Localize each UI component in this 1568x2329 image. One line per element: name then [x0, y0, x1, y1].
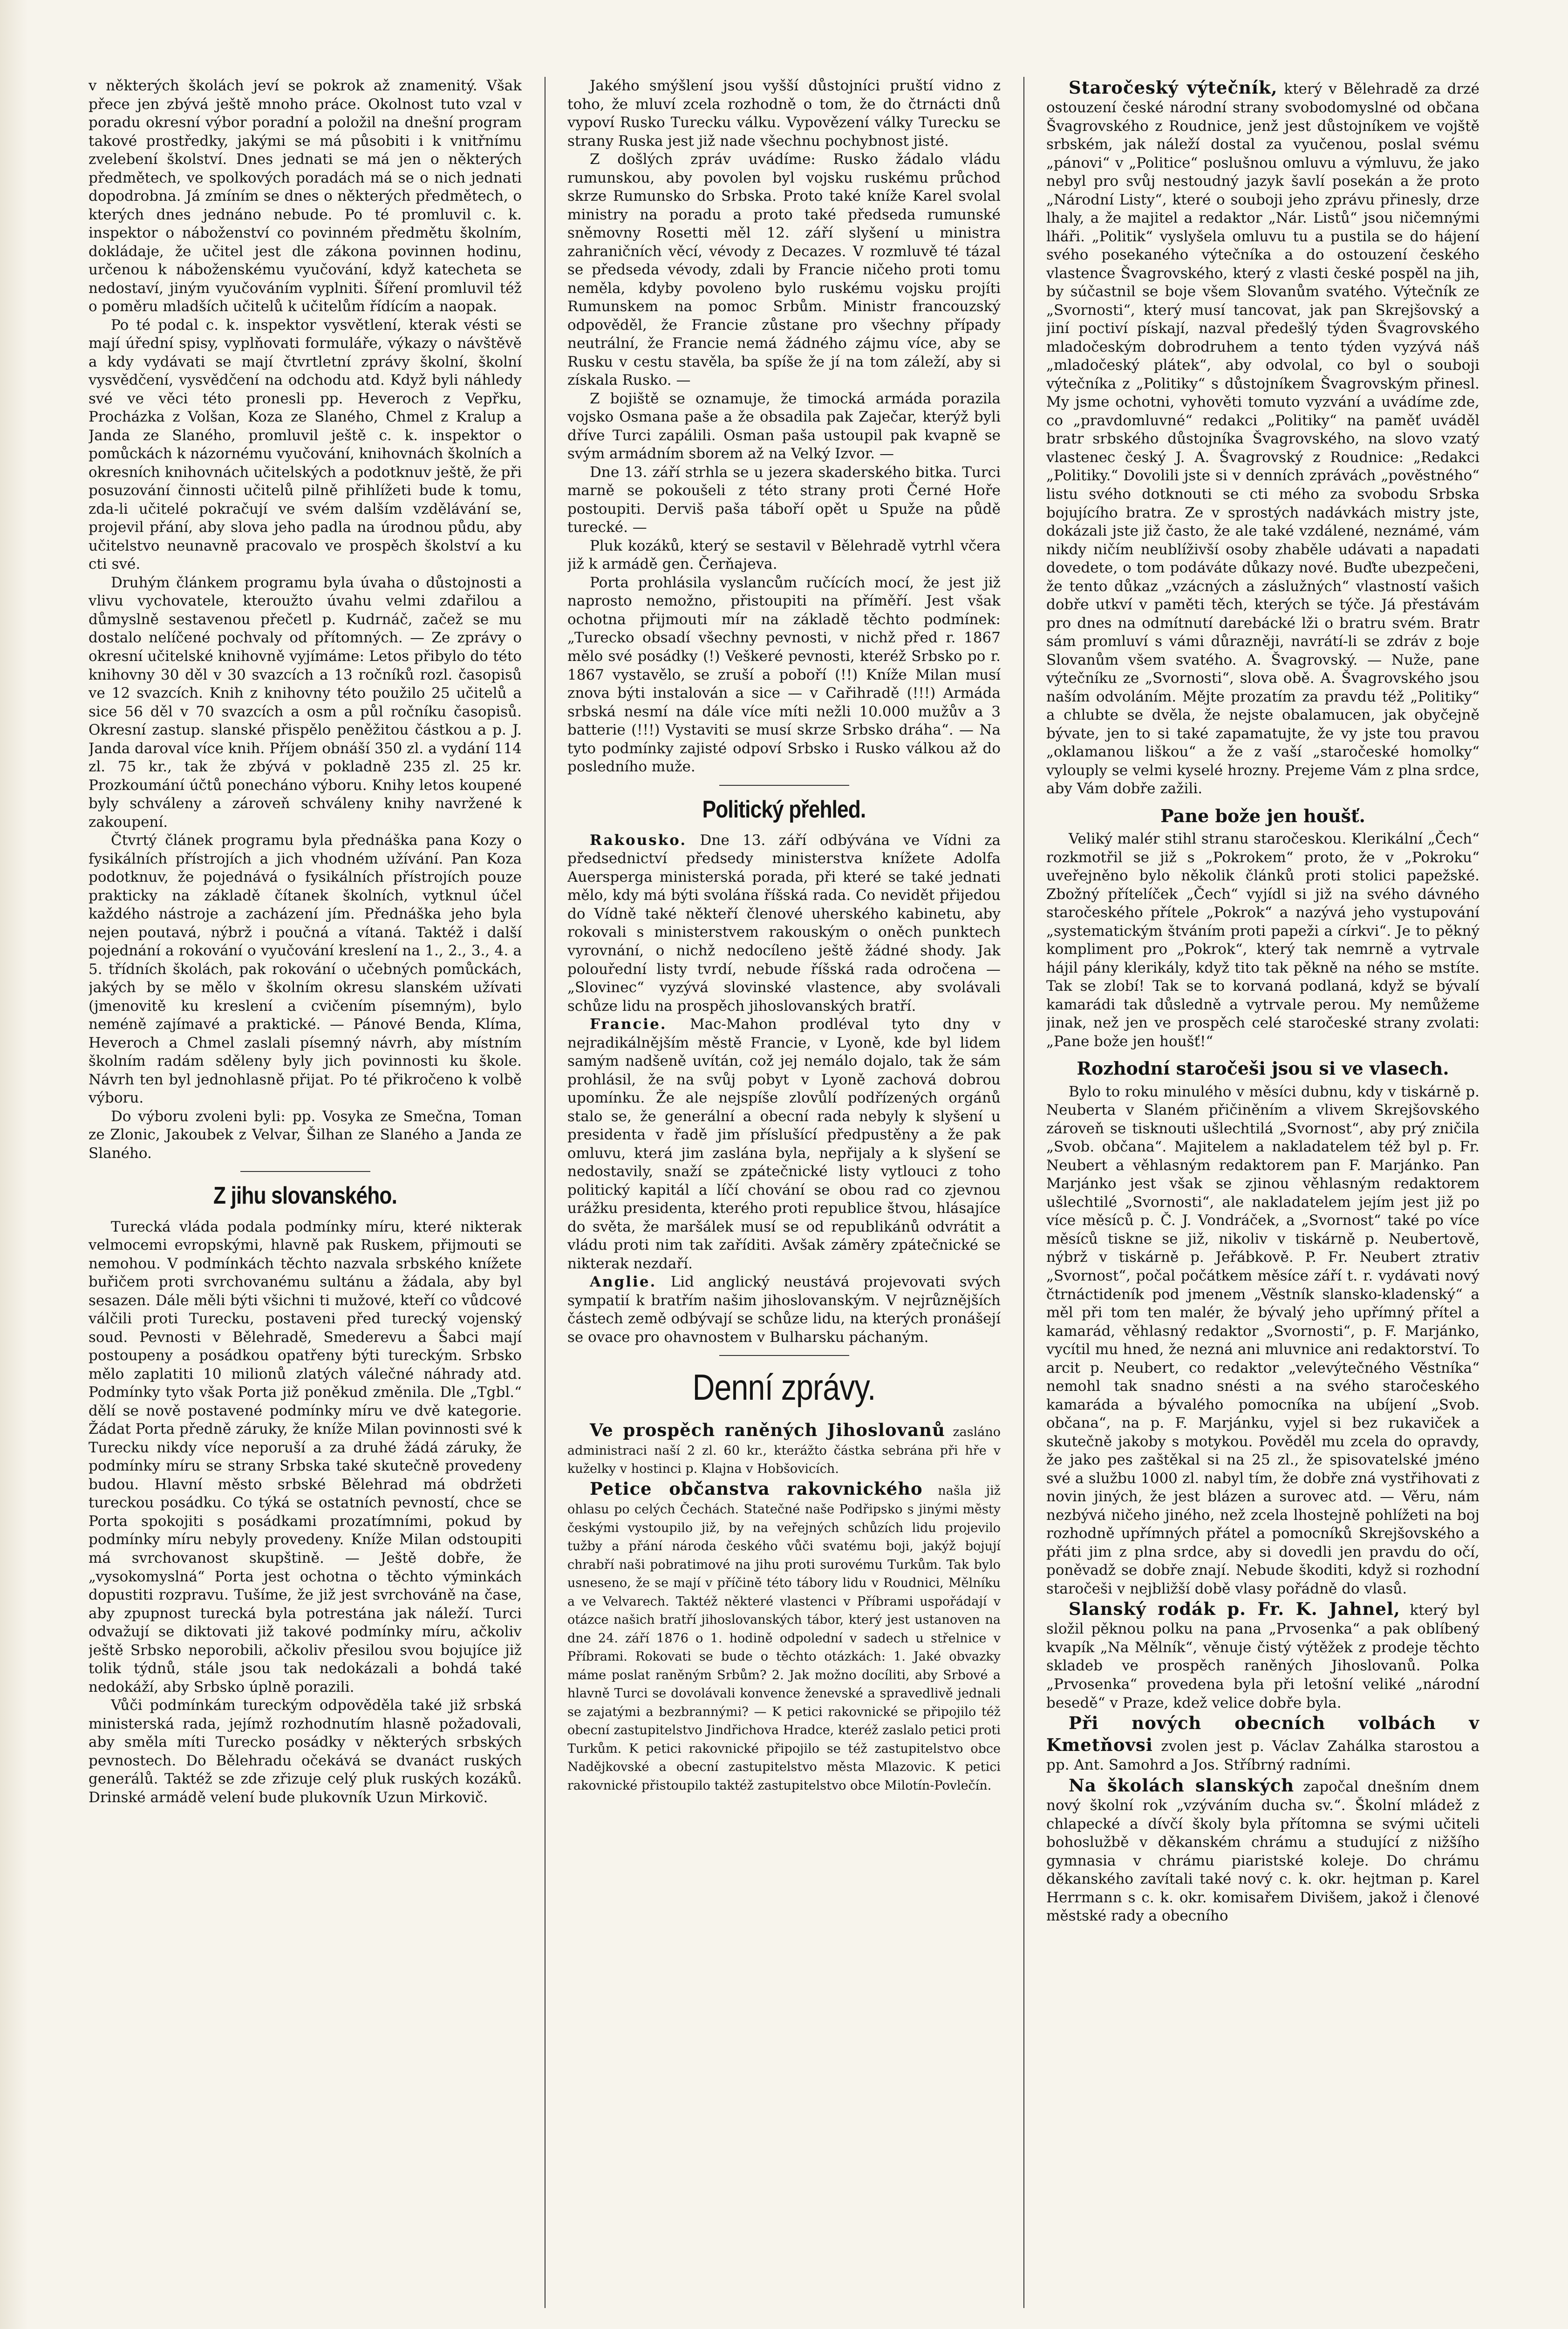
news-item-title: Na školách slanských	[1069, 1775, 1295, 1796]
article-text: Lid anglický neustává projevovati svých sympatií k bratřím našim jihoslovanským. V nejrůznějších částech země odbývají se schůze lidu, na kterých pronášejí se ovace pro ohavnostem v Bulharsku páchaným.	[567, 1273, 1001, 1346]
news-item	[567, 1419, 1001, 1478]
article-paragraph: v některých školách jeví se pokrok až znamenitý. Však přece jen zbývá ještě mnoho práce. Okolnost tuto vzal v poradu okresní výbor poradní a položil na dnešní program takové prostředky, jakými se má působiti i k vnitřnímu zvelebení školství. Dnes jednati se má jen o některých předmětech, ve spolkových poradách má se o nich jednati dopodrobna. Já zmíním se dnes o některých předmětech, o kterých dnes jednáno nebude. Po té promluvil c. k. inspektor o náboženství co povinném předmětu školním, dokládaje, že učitel jest dle zákona povinnen hodinu, určenou k náboženskému vyučování, když katecheta se nedostaví, jiným vyučováním vyplniti. Šíření promluvil též o poměru mladších učitelů k učitelům řídícím a naopak.	[89, 77, 522, 315]
news-item-text: který byl složil pěknou polku na pana „Prvosenka“ a pak oblíbený kvapík „Na Mělník“, věnuje čistý výtěžek z prodeje těchto skladeb ve prospěch raněných Jihoslovanů. Polka „Prvosenka“ provedena byla při letošní veliké „národní besedě“ v Praze, kdež velice dobře byla.	[1046, 1602, 1479, 1711]
article-paragraph: Pluk kozáků, který se sestavil v Bělehradě vytrhl včera již k armádě gen. Čerňajeva.	[567, 537, 1001, 573]
article-paragraph: Turecká vláda podala podmínky míru, které nikterak velmocemi evropskými, hlavně pak Ruskem, přijmouti se nemohou. V podmínkách těchto nazvala srbského knížete buřičem proti svrchovanému sultánu a žádala, aby byl sesazen. Dále měli býti všichni ti mužové, kteří co vůdcové válčili proti Turecku, postaveni před turecký vojenský soud. Pevnosti v Bělehradě, Smederevu a Šabci mají postoupeny a posádkou opatřeny býti tureckým. Srbsko mělo zaplatiti 10 milionů zlatých válečné náhrady atd. Podmínky tyto však Porta již poněkud změnila. Dle „Tgbl.“ dělí se nově postavené podmínky míru ve dvě kategorie. Žádat Porta předně záruky, že kníže Milan povinnosti své k Turecku nikdy více neporuší a za druhé žádá záruky, že podmínky míru se strany Srbska také skutečně provedeny budou. Hlavní město srbské Bělehrad má obdržeti tureckou posádku. Co týká se ostatních pevností, chce se Porta spokojiti s posádkami prozatímními, pokud by podmínky míru nebyly provedeny. Kníže Milan odstoupiti má svrchovanost skupštině. — Ještě dobře, že „vysokomyslná“ Porta jest ochotna o těchto výminkách dopustiti rozpravu. Tušíme, že již jest svrchováně na čase, aby zpupnost turecká byla potrestána jak náleží. Turci odvažují se diktovati již takové podmínky míru, ačkoliv ještě Srbsko neporobili, ačkoliv přesilou svou bojujíce již tolik týdnů, stále jsou tak nedokázali a bohdá také nedokáží, aby Srbsko úplně porazili.	[89, 1218, 522, 1696]
article-paragraph: Po té podal c. k. inspektor vysvětlení, kterak vésti se mají úřední spisy, vyplňovati formuláře, výkazy o návštěvě a kdy vydávati se mají čtvrtletní zprávy školní, školní vysvědčení, vysvědčení na odchodu atd. Když byli náhledy své ve věci této pronesli pp. Heveroch z Vepřku, Procházka z Volšan, Koza ze Slaného, Chmel z Kralup a Janda ze Slaného, promluvil ještě c. k. inspektor o pomůckách k názornému vyučování, knihovnách školních a okresních knihovnách učitelských a podotknuv ještě, že při posuzování činnosti učitelů pilně přihlížeti bude k tomu, zda-li učitelé pokračují ve svém dalším vzdělávání se, projevil přání, aby slova jeho padla na úrodnou půdu, aby učitelstvo neunavně pracovalo ve prospěch školství a ku cti své.	[89, 316, 522, 573]
news-item-text: Veliký malér stihl stranu staročeskou. Klerikální „Čech“ rozkmotřil se již s „Pokrokem“ proto, že v „Pokroku“ uveřejněno bylo několik článků proti stolici papežské. Zbožný přítelíček „Čech“ vyjídl si již na svého dávného staročeského přítele „Pokrok“ a nazývá jeho vystupování „systematickým štváním proti papeži a církvi“. Je to pěkný kompliment pro „Pokrok“, který tak nemrně a vytrvale hájil pány klerikály, když tito tak pěkně na ného se mstíte. Tak se zlobí! Tak se to korvaná podlaná, když se bývalí kamarádi tak důsledně a vytrvale perou. My nemůžeme jinak, než jen ve prospěch celé staročeské strany zvolati: „Pane bože jen houšť!“	[1046, 831, 1479, 1050]
column-1	[89, 77, 522, 2308]
news-item-title: Pane bože jen houšť.	[1160, 805, 1365, 826]
article-paragraph	[567, 1015, 1001, 1273]
country-label-england: Anglie.	[590, 1273, 657, 1291]
article-paragraph	[567, 831, 1001, 1015]
column-2	[567, 77, 1001, 2308]
article-paragraph: Z došlých zpráv uvádíme: Rusko žádalo vládu rumunskou, aby povolen byl vojsku ruskému průchod skrze Rumunsko do Srbska. Proto také kníže Karel svolal ministry na poradu a proto také předseda rumunské sněmovny Rosetti měl 12. září slyšení u ministra zahraničních věcí, vévody z Decazes. V rozmluvě té tázal se předseda vévody, zdali by Francie ničeho proti tomu neměla, kdyby povoleno bylo ruskému vojsku projíti Rumunskem na pomoc Srbům. Ministr francouzský odpověděl, že Francie zůstane pro všechny případy neutrální, že Francie nemá žádného zájmu více, aby se Rusku v cestu stavěla, ba spíše že jí na tom záleží, aby si získala Rusko. —	[567, 151, 1001, 389]
column-3	[1046, 77, 1479, 2308]
article-paragraph: Druhým článkem programu byla úvaha o důstojnosti a vlivu vychovatele, kteroužto úvahu velmi zdařilou a důmyslně sestavenou přečetl p. Kudrnáč, začež se mu dostalo nelíčené pochvaly od přítomných. — Ze zprávy o okresní učitelské knihovně vyjímáme: Letos přibylo do této knihovny 30 děl v 30 svazcích a 13 ročníků rozl. časopisů ve 12 svazcích. Knih z knihovny této použilo 25 učitelů a sice 56 děl v 70 svazcích a osm a půl ročníku časopisů. Okresní zastup. slanské přispělo peněžitou částkou a p. J. Janda daroval více knih. Příjem obnáší 350 zl. a vydání 114 zl. 75 kr., tak že zbývá v pokladně 235 zl. 25 kr. Prozkoumání účtů ponecháno výboru. Knihy letos koupené byly schváleny a zároveň schváleny knihy navržené k zakoupení.	[89, 574, 522, 831]
news-item-text: který v Bělehradě za drzé ostouzení české národní strany svobodomyslné od občana Švagrovského z Roudnice, jenž jest důstojníkem ve vojště srbském, jak náleží dostal za vyučenou, poslal svému „pánovi“ v „Politice“ poslušnou omluvu a výmluvu, že jako nebyl pro svůj nestoudný jazyk šavlí posekán a že proto „Národní Listy“, které o souboji jeho zprávu přinesly, drze lhaly, a že majitel a redaktor „Nár. Listů“ jsou ničemnými lháři. „Politik“ vyslyšela omluvu tu a pustila se do hájení svého posekaného výtečníka a do ostouzení českého vlastence Švagrovského, který z vlasti české pospěl na jih, by súčastnil se boje všem Slovanům svatého. Výtečník ze „Svornosti“, který musí tancovat, jak pan Skrejšovský a jiní poctiví pískají, nazval předešlý týden Švagrovského mladočeským dobrodruhem a tento týden vyzývá náš „mladočeský plátek“, aby odvolal, co byl o souboji výtečníka z „Politiky“ s důstojníkem Švagrovským přinesl. My jsme ochotni, vyhověti tomuto vyzvání a uvádíme zde, co „pravdomluvné“ redakci „Politiky“ na paměť uváděl bratr srbského důstojníka Švagrovského, na slovo vzatý vlastenec český J. A. Švagrovský z Roudnice: „Redakci „Politiky.“ Dovolili jste si v denních zprávách „pověstného“ listu svého dotknouti se cti mého za svobodu Srbska bojujícího bratra. Ze v sprostých nadávkách mistry jste, dokázali jste již často, že ale také vzdálené, neznámé, vám nikdy ničím neublíživší osoby zhaběle udávati a napadati dovedete, o tom podáváte důkazy nové. Buďte ubezpečeni, že tento důkaz „vzácných a záslužných“ vlastností vašich dobře utkví v paměti těch, kterých se týče. Já přestávám pro dnes na odmítnutí darebácké lži o bratru svém. Bratr sám promluví s vámi důrazněji, navrátí-li se zdráv z boje Slovanům všem svatého. A. Švagrovský. — Nuže, pane výtečníku ze „Svornosti“, slova obě. A. Švagrovského jsou naším odvoláním. Mějte prozatím za pravdu též „Politiky“ a chlubte se dvěla, že nejste obalamucen, jak obyčejně bývate, jen to si také zapamatujte, že vy jste tou pravou „oklamanou liškou“ a že z vaší „staročeské homolky“ vylouply se velmi kyselé hrozny. Prejeme Vám z plna srdce, aby Vám dobře zažili.	[1046, 81, 1479, 797]
article-paragraph: Jakého smýšlení jsou vyšší důstojníci pruští vidno z toho, že mluví zcela rozhodně o tom, že do čtrnácti dnů vypoví Rusko Turecku válku. Vypovězení války Turecku se strany Ruska jest již nade všechnu pochybnost jisté.	[567, 77, 1001, 150]
article-paragraph	[567, 1273, 1001, 1347]
news-item-title: Staročeský výtečník,	[1069, 77, 1278, 98]
article-paragraph: Čtvrtý článek programu byla přednáška pana Kozy o fysikálních přístrojích a jich vhodném užívání. Pan Koza podotknuv, že pojednává o fysikálních přístrojích pouze prakticky na základě čítanek školních, vytknul účel každého nástroje a zacházení jím. Přednáška jeho byla nejen poutavá, nýbrž i poučná a vítaná. Taktéž i další pojednání a rokování o vyučování kreslení na 1., 2., 3., 4. a 5. třídních školách, pak rokování o učebných pomůckách, jakých by se mělo v školním okresu slanském užívati (jmenovitě ku kreslení a cvičením písemným), bylo neméně zajímavé a praktické. — Pánové Benda, Klíma, Heveroch a Chmel zaslali písemný návrh, aby místním školním radám sděleny byly jich povinnosti ku škole. Návrh ten byl jednohlasně přijat. Po té přikročeno k volbě výboru.	[89, 832, 522, 1107]
divider	[240, 1171, 370, 1172]
divider	[719, 785, 849, 786]
news-item-title: Slanský rodák p. Fr. K. Jahnel,	[1069, 1599, 1400, 1620]
country-label-austria: Rakousko.	[590, 831, 687, 849]
news-item	[1046, 77, 1479, 798]
news-item-text: zvolen jest p. Václav Zahálka starostou a pp. Ant. Samohrd a Jos. Stříbrný radními.	[1046, 1738, 1479, 1774]
article-text: Mac-Mahon prodléval tyto dny v nejradikálnějším městě Francie, v Lyoně, kde byl lidem samým nadšeně uvítán, což jej nemálo dojalo, tak že sám prohlásil, že na svůj pobyt v Lyoně zachová dobrou upomínku. Že ale nejspíše zlovůlí podřízených orgánů stalo se, že generální a obecní rada nebyly k slyšení u presidenta v řadě jim příslušící předpustěny a že pak omluvu, která jim zaslána byla, nepřijaly a k slyšení se nedostavily, snaží se zpátečnické listy vytlouci z toho politický kapitál a líčí chování se obou rad co zjevnou urážku presidenta, kterého proti republice štvou, hlásajíce do světa, že maršálek musí se od republikánů odvrátit a vládu proti nim tak zaříditi. Avšak záměry zpátečnické se nikterak nezdaří.	[567, 1016, 1001, 1272]
article-paragraph: Porta prohlásila vyslancům ručících mocí, že jest již naprosto nemožno, přistoupiti na příměří. Jest však ochotna přijmouti mír na základě těchto podmínek: „Turecko obsadí všechny pevnosti, v nichž před r. 1867 mělo své posádky (!) Veškeré pevnosti, kteréž Srbsko po r. 1867 vystavělo, se zruší a poboří (!!) Kníže Milan musí znova býti instalován a sice — v Cařihradě (!!!) Armáda srbská nesmí na dále více míti nežli 10.000 mužův a 3 batterie (!!!) Vystaviti se musí skrze Srbsko dráha“. — Na tyto podmínky zajisté odpoví Srbsko i Rusko válkou až do posledního muže.	[567, 574, 1001, 776]
article-text: Dne 13. září odbývána ve Vídni za předsednictví předsedy ministerstva knížete Adolfa Auersperga ministerská porada, při které se také jednati mělo, kdy má býti svolána říšská rada. Co nevidět přijedou do Vídně také někteří členové uherského kabinetu, aby rokovali s ministerstvem rakouským o oněch punktech vyrovnání, o nichž nedocíleno ještě žádné shody. Jak polouřední listy tvrdí, nebude říšská rada odročena — „Slovinec“ vyzývá slovinské vlastence, aby svolávali schůze lidu na prospěch jihoslovanských bratří.	[567, 831, 1001, 1015]
column-rule	[1023, 77, 1024, 2308]
article-paragraph: Do výboru zvoleni byli: pp. Vosyka ze Smečna, Toman ze Zlonic, Jakoubek z Velvar, Šilhan ze Slaného a Janda ze Slaného.	[89, 1108, 522, 1162]
news-item-title: Petice občanstva rakovnického	[590, 1478, 923, 1499]
country-label-france: Francie.	[590, 1016, 667, 1033]
article-paragraph: Z bojiště se oznamuje, že timocká armáda porazila vojsko Osmana paše a že obsadila pak Zaječar, kterýž byli dříve Turci zapálili. Osman paša ustoupil pak kvapně se svým armádním sborem až na Velký Izvor. —	[567, 390, 1001, 463]
news-item	[1046, 1598, 1479, 1712]
news-item	[1046, 1712, 1479, 1775]
news-item-title: Při nových obecních volbách v Kmetňovsi	[1046, 1713, 1479, 1756]
article-paragraph: Vůči podmínkám tureckým odpověděla také již srbská ministerská rada, jejímž rozhodnutím hlasně požadovali, aby směla míti Turecko posádky v některých srbských pevnostech. Do Bělehradu očekává se dvanáct ruských generálů. Taktéž se zde zřizuje celý pluk ruských kozáků. Drinské armádě velení bude plukovník Uzun Mirkovič.	[89, 1697, 522, 1806]
news-item-text: započal dnešním dnem nový školní rok „vzýváním ducha sv.“. Školní mládež z chlapecké a dívčí školy byla přítomna se svými učiteli bohoslužbě v děkanském chrámu a studující z nižšího gymnasia v chrámu piaristské koleje. Do chrámu děkanského zavítali také nový c. k. okr. hejtman p. Karel Herrmann s c. k. okr. komisařem Divišem, jakož i členové městské rady a obecního	[1046, 1778, 1479, 1925]
section-heading-south-slavic: Z jihu slovanského.	[213, 1182, 397, 1210]
article-paragraph: Dne 13. září strhla se u jezera skaderského bitka. Turci marně se pokoušeli z této strany proti Černé Hoře postoupiti. Derviš paša táboří opět u Spuže na půdě turecké. —	[567, 463, 1001, 536]
news-item-text: zasláno administraci naší 2 zl. 60 kr., kterážto částka sebrána při hře v kuželky v hostinci p. Klajna v Hobšovicích.	[567, 1424, 1001, 1477]
news-item-text: našla již ohlasu po celých Čechách. Statečné naše Podřipsko s jinými městy českými vystoupilo již, by na veřejných schůzích lidu projevilo tužby a přání národa českého vůči svatému boji, jakýž bojují chrabří naši pobratimové na jihu proti surovému Turkům. Tak bylo usneseno, že se mají v příčině této tábory lidu v Roudnici, Mělníku a ve Velvarech. Taktéž některé vlastenci v Příbrami uspořádají v otázce našich bratří jihoslovanských tábor, který jest ustanoven na dne 24. září 1876 o 1. hodině odpolední v sadech u střelnice v Příbrami. Rokovati se bude o těchto otázkách: 1. Jaké obvazky máme poslat raněným Srbům? 2. Jak možno docíliti, aby Srbové a hlavně Turci se dovolávali konvence ženevské a spravedlivě jednali se zajatými a bezbrannými? — K petici rakovnické se připojilo též obecní zastupitelstvo Jindřichova Hradce, kteréž zaslalo petici proti Turkům. K petici rakovnické připojilo se též zastupitelstvo obce Nadějkovské a obecní zastupitelstvo města Mlazovic. K petici rakovnické přistoupilo taktéž zastupitelstvo obce Milotín-Povlečín.	[567, 1483, 1001, 1793]
section-heading-daily-news: Denní zprávy.	[692, 1367, 876, 1408]
news-item-title: Ve prospěch raněných Jihoslovanů	[590, 1419, 945, 1440]
newspaper-page	[89, 77, 1479, 2308]
divider	[719, 1355, 849, 1356]
news-item-text: Bylo to roku minulého v měsíci dubnu, kdy v tiskárně p. Neuberta v Slaném přičiněním a vlivem Skrejšovského zároveň se tisknouti ušlechtilá „Svornost“, aby prý zničila „Svob. občana“. Majitelem a nakladatelem též byl p. Fr. Neubert a věhlasným redaktorem pan F. Marjánko. Pan Marjánko jest však se zjinou věhlasným redaktorem ušlechtilé „Svornosti“, ale nakladatelem jejím jest již po více měsíců p. Č. J. Vondráček, a „Svornost“ také po více měsíců tiskne se již, nikoliv v tiskárně p. Neubertově, nýbrž v tiskárně p. Jeřábkově. P. Fr. Neubert ztrativ „Svornost“, počal počátkem měsíce září t. r. vydávati nový čtrnáctideník pod jmenem „Věstník slansko-kladenský“ a měl při tom ten malér, že bývalý jeho upřímný přítel a kamarád, věhlasný redaktor „Svornosti“, p. F. Marjánko, vycítil mu hned, že nezná ani mluvnice ani redaktorství. To arcit p. Neubert, co redaktor „velevýtečného Věstníka“ nemohl tak snadno snésti a na svého staročeského kamaráda a bývalého pomocníka na ubíjení „Svob. občana“, na p. F. Marjánku, vyjel si bez rukaviček a skutečně jakoby s motykou. Pověděl mu zcela do opravdy, že jako pes zaštěkal si na 25 zl., že spisovatelské jméno své a službu 1000 zl. nabyl tím, že dobře zná vystřihovati z novin jiných, že jest blázen a surovec atd. — Věru, nám nezbývá ničeho jiného, než zcela lhostejně pohlížeti na boj rozhodně upřímných přátel a pomocníků Skrejšovského a přáti jim z plna srdce, aby si dovedli jen pravdu do očí, poněvadž se dobře znají. Nebude škoditi, když si rozhodní staročeši v nejbližší době vlasy pořádně do vlasů.	[1046, 1083, 1479, 1597]
news-item	[567, 1478, 1001, 1794]
news-item-title: Rozhodní staročeši jsou si ve vlasech.	[1077, 1058, 1449, 1079]
news-item	[1046, 1775, 1479, 1926]
scan-edge-shadow	[0, 0, 28, 2329]
section-heading-political-review: Politický přehled.	[702, 796, 866, 823]
